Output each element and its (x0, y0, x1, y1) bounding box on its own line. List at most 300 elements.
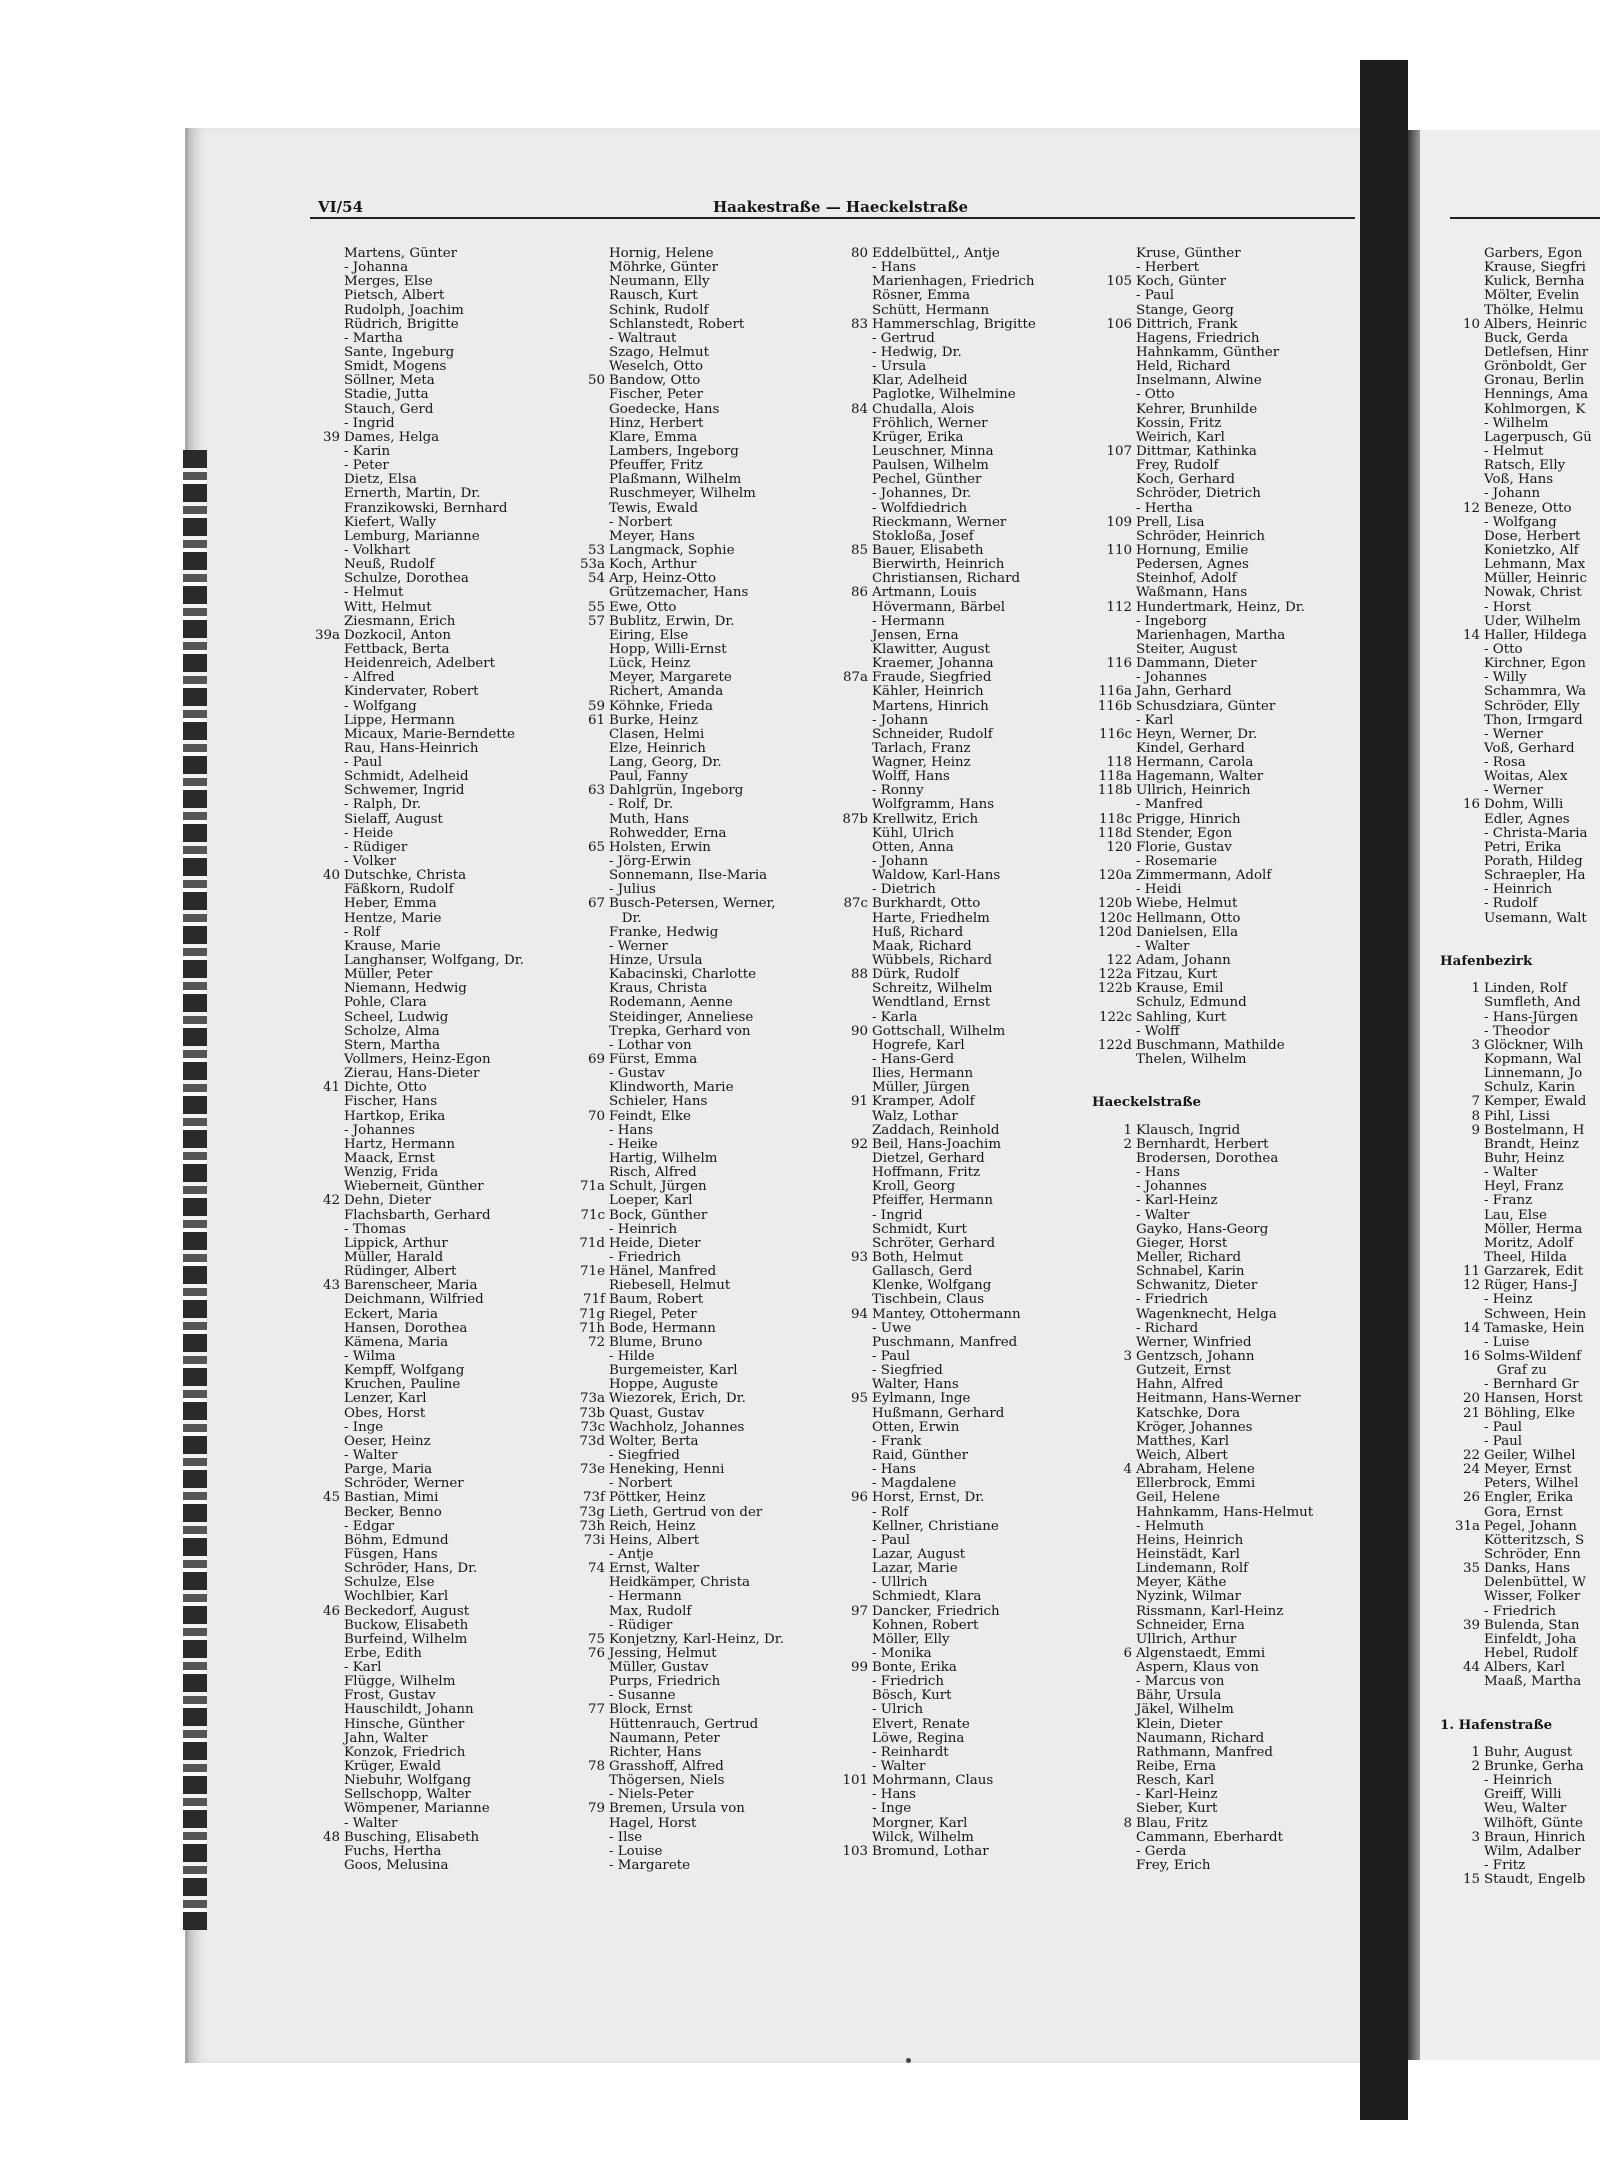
resident-name: - Gertrud (872, 330, 935, 346)
resident-name: - Heinz (1484, 1292, 1533, 1308)
resident-name: Stadie, Jutta (344, 387, 429, 403)
resident-name: Müller, Gustav (609, 1660, 709, 1676)
house-number: 92 (850, 1136, 868, 1152)
house-number: 16 (1462, 797, 1480, 813)
resident-name: Bauer, Elisabeth (872, 542, 984, 558)
resident-name: Lau, Else (1484, 1207, 1547, 1223)
resident-name: Kraemer, Johanna (872, 656, 994, 672)
house-number: 50 (587, 373, 605, 389)
resident-name: - Richard (1136, 1320, 1199, 1336)
house-number: 95 (850, 1391, 868, 1407)
resident-name: Solms-Wildenf (1484, 1348, 1582, 1364)
resident-name: Bode, Hermann (609, 1320, 716, 1336)
resident-name: Tischbein, Claus (872, 1292, 985, 1308)
resident-name: Kopmann, Wal (1484, 1052, 1582, 1068)
resident-name: Hinsche, Günther (344, 1716, 465, 1732)
resident-name: Dames, Helga (344, 429, 440, 445)
house-number: 116c (1098, 726, 1132, 742)
resident-name: Lang, Georg, Dr. (609, 755, 722, 771)
resident-name: Pietsch, Albert (344, 288, 445, 304)
resident-name: Schröder, Hans, Dr. (344, 1561, 478, 1577)
resident-name: Ernst, Walter (609, 1561, 700, 1577)
resident-name: Burkhardt, Otto (872, 896, 981, 912)
resident-name: Hartkop, Erika (344, 1108, 446, 1124)
house-number: 97 (850, 1603, 868, 1619)
resident-name: Purps, Friedrich (609, 1674, 721, 1690)
resident-name: Ullrich, Heinrich (1136, 783, 1251, 799)
resident-name: - Volkhart (344, 542, 411, 558)
resident-name: Dietz, Elsa (344, 472, 417, 488)
resident-name: - Paul (1484, 1433, 1523, 1449)
resident-name: Horst, Ernst, Dr. (872, 1490, 985, 1506)
resident-name: - Helmut (1484, 443, 1544, 459)
resident-name: Rohwedder, Erna (609, 825, 727, 841)
resident-name: Graf zu (1484, 1363, 1547, 1379)
house-number: 4 (1123, 1462, 1132, 1478)
resident-name: Holsten, Erwin (609, 839, 711, 855)
resident-name: Dittrich, Frank (1136, 316, 1238, 332)
resident-name: Max, Rudolf (609, 1603, 692, 1619)
resident-name: Christiansen, Richard (872, 571, 1021, 587)
resident-name: Wagenknecht, Helga (1136, 1306, 1277, 1322)
resident-name: - Willy (1484, 670, 1527, 686)
resident-name: Walz, Lothar (872, 1108, 958, 1124)
resident-name: - Hilde (609, 1348, 655, 1364)
resident-name: Heins, Heinrich (1136, 1532, 1244, 1548)
page-title: Haakestraße — Haeckelstraße (713, 198, 969, 216)
resident-name: - Hans-Gerd (872, 1052, 955, 1068)
resident-name: Martens, Hinrich (872, 698, 989, 714)
resident-name: - Heidi (1136, 882, 1182, 898)
resident-name: Fäßkorn, Rudolf (344, 882, 454, 898)
resident-name: Böhm, Edmund (344, 1532, 449, 1548)
resident-name: - Paul (872, 1532, 911, 1548)
resident-name: Heitmann, Hans-Werner (1136, 1391, 1301, 1407)
resident-name: Fraude, Siegfried (872, 670, 992, 686)
resident-name: Baum, Robert (609, 1292, 704, 1308)
house-number: 3 (1123, 1348, 1132, 1364)
resident-name: - Volker (344, 854, 397, 870)
resident-name: - Franz (1484, 1193, 1533, 1209)
house-number: 63 (587, 783, 605, 799)
resident-name: - Heinrich (1484, 882, 1553, 898)
house-number: 112 (1106, 599, 1132, 615)
resident-name: Möhrke, Günter (609, 260, 719, 276)
house-number: 8 (1471, 1108, 1480, 1124)
resident-name: - Ullrich (872, 1575, 928, 1591)
resident-name: Rüdinger, Albert (344, 1264, 457, 1280)
house-number: 71f (583, 1292, 605, 1308)
house-number: 122c (1098, 1009, 1132, 1025)
resident-name: Schraepler, Ha (1484, 868, 1586, 884)
resident-name: Bublitz, Erwin, Dr. (609, 613, 735, 629)
resident-name: Otten, Erwin (872, 1419, 960, 1435)
resident-name: Wachholz, Johannes (609, 1419, 745, 1435)
resident-name: Thelen, Wilhelm (1136, 1052, 1247, 1068)
resident-name: - Herbert (1136, 260, 1200, 276)
resident-name: Stange, Georg (1136, 302, 1234, 318)
resident-name: - Thomas (344, 1221, 406, 1237)
resident-name: - Johannes (1136, 670, 1207, 686)
house-number: 88 (850, 967, 868, 983)
resident-name: Pfeuffer, Fritz (609, 458, 703, 474)
resident-name: Puschmann, Manfred (872, 1334, 1018, 1350)
house-number: 91 (850, 1094, 868, 1110)
resident-name: Schlanstedt, Robert (609, 316, 745, 332)
resident-name: Kroll, Georg (872, 1179, 956, 1195)
resident-name: - Ingrid (344, 415, 395, 431)
house-number: 120c (1098, 910, 1132, 926)
house-number: 118d (1097, 825, 1132, 841)
resident-name: Inselmann, Alwine (1136, 373, 1262, 389)
resident-name: Langmack, Sophie (609, 542, 735, 558)
resident-name: - Hedwig, Dr. (872, 344, 962, 360)
resident-name: Schulz, Edmund (1136, 995, 1247, 1011)
house-number: 118a (1098, 769, 1132, 785)
resident-name: - Paul (872, 1348, 911, 1364)
resident-name: - Hermann (609, 1589, 682, 1605)
house-number: 101 (842, 1773, 868, 1789)
resident-name: - Hans-Jürgen (1484, 1009, 1578, 1025)
house-number: 73i (583, 1532, 605, 1548)
resident-name: - Martha (344, 330, 403, 346)
resident-name: Sumfleth, And (1484, 995, 1581, 1011)
resident-name: - Ulrich (872, 1702, 924, 1718)
resident-name: Algenstaedt, Emmi (1136, 1645, 1266, 1661)
resident-name: Oeser, Heinz (344, 1433, 431, 1449)
resident-name: Thon, Irmgard (1484, 712, 1583, 728)
resident-name: Heide, Dieter (609, 1235, 701, 1251)
resident-name: Lück, Heinz (609, 656, 691, 672)
resident-name: - Manfred (1136, 797, 1203, 813)
resident-name: - Edgar (344, 1518, 395, 1534)
resident-name: Wisser, Folker (1484, 1589, 1581, 1605)
house-number: 73d (579, 1433, 605, 1449)
resident-name: Krüger, Erika (872, 429, 964, 445)
resident-name: Gutzeit, Ernst (1136, 1363, 1231, 1379)
resident-name: Pohle, Clara (344, 995, 427, 1011)
resident-name: Sahling, Kurt (1136, 1009, 1227, 1025)
resident-name: Thölke, Helmu (1484, 302, 1584, 318)
resident-name: Müller, Harald (344, 1249, 444, 1265)
resident-name: Voß, Hans (1484, 472, 1554, 488)
resident-name: Hansen, Dorothea (344, 1320, 468, 1336)
resident-name: Resch, Karl (1136, 1773, 1215, 1789)
resident-name: Einfeldt, Joha (1484, 1631, 1577, 1647)
resident-name: Müller, Jürgen (872, 1080, 970, 1096)
resident-name: Elvert, Renate (872, 1716, 970, 1732)
resident-name: Rissmann, Karl-Heinz (1136, 1603, 1284, 1619)
resident-name: Zaddach, Reinhold (872, 1122, 1000, 1138)
house-number: 76 (587, 1645, 605, 1661)
book-gutter-shadow (1360, 60, 1408, 2120)
resident-name: Hellmann, Otto (1136, 910, 1241, 926)
resident-name: - Bernhard Gr (1484, 1377, 1579, 1393)
resident-name: Jäkel, Wilhelm (1136, 1702, 1234, 1718)
resident-name: Stokloßa, Josef (872, 528, 974, 544)
house-number: 71a (579, 1179, 605, 1195)
house-number: 72 (587, 1334, 605, 1350)
house-number: 107 (1106, 443, 1132, 459)
resident-name: Vollmers, Heinz-Egon (344, 1052, 491, 1068)
resident-name: Kabacinski, Charlotte (609, 967, 757, 983)
house-number: 12 (1462, 1278, 1480, 1294)
resident-name: Flachsbarth, Gerhard (344, 1207, 491, 1223)
resident-name: Block, Ernst (609, 1702, 693, 1718)
resident-name: Katschke, Dora (1136, 1405, 1241, 1421)
resident-name: Danks, Hans (1484, 1561, 1570, 1577)
resident-name: Hebel, Rudolf (1484, 1645, 1578, 1661)
resident-name: Gieger, Horst (1136, 1235, 1228, 1251)
resident-name: Frost, Gustav (344, 1688, 436, 1704)
resident-name: Beneze, Otto (1484, 500, 1572, 516)
house-number: 94 (850, 1306, 868, 1322)
resident-name: - Werner (1484, 783, 1543, 799)
house-number: 43 (322, 1278, 340, 1294)
resident-name: Kämena, Maria (344, 1334, 449, 1350)
house-number: 69 (587, 1052, 605, 1068)
resident-name: Kindervater, Robert (344, 684, 479, 700)
resident-name: Kötteritzsch, S (1484, 1532, 1585, 1548)
resident-name: Geil, Helene (1136, 1490, 1221, 1506)
resident-name: Florie, Gustav (1136, 839, 1232, 855)
resident-name: Pfeiffer, Hermann (872, 1193, 993, 1209)
house-number: 67 (587, 896, 605, 912)
resident-name: - Julius (609, 882, 656, 898)
house-number: 14 (1462, 627, 1480, 643)
house-number: 78 (587, 1759, 605, 1775)
resident-name: Hundertmark, Heinz, Dr. (1136, 599, 1305, 615)
resident-name: Hermann, Carola (1136, 755, 1254, 771)
house-number: 42 (322, 1193, 340, 1209)
resident-name: Bierwirth, Heinrich (872, 557, 1005, 573)
resident-name: - Luise (1484, 1334, 1530, 1350)
resident-name: Buckow, Elisabeth (344, 1617, 469, 1633)
resident-name: Naumann, Peter (609, 1730, 720, 1746)
resident-name: Wilck, Wilhelm (872, 1829, 974, 1845)
resident-name: Schammra, Wa (1484, 684, 1587, 700)
resident-name: - Paul (1136, 288, 1175, 304)
resident-name: Hagel, Horst (609, 1815, 697, 1831)
house-number: 71h (579, 1320, 605, 1336)
resident-name: Lagerpusch, Gü (1484, 429, 1592, 445)
resident-name: Bulenda, Stan (1484, 1617, 1580, 1633)
house-number: 10 (1462, 316, 1480, 332)
resident-name: Waßmann, Hans (1136, 585, 1248, 601)
house-number: 1 (1471, 981, 1480, 997)
resident-name: Loeper, Karl (609, 1193, 693, 1209)
house-number: 39 (322, 429, 340, 445)
resident-name: - Antje (609, 1546, 654, 1562)
resident-name: - Werner (1484, 726, 1543, 742)
resident-name: Kehrer, Brunhilde (1136, 401, 1258, 417)
resident-name: Steiter, August (1136, 641, 1238, 657)
house-number: 73e (580, 1462, 605, 1478)
house-number: 109 (1106, 514, 1132, 530)
resident-name: - Siegfried (609, 1447, 680, 1463)
house-number: 116 (1106, 656, 1132, 672)
resident-name: - Otto (1136, 387, 1175, 403)
header-rule (310, 217, 1355, 219)
house-number: 120a (1098, 868, 1132, 884)
resident-name: Blau, Fritz (1136, 1815, 1208, 1831)
resident-name: Dahlgrün, Ingeborg (609, 783, 744, 799)
resident-name: Köhnke, Frieda (609, 698, 713, 714)
resident-name: Wieberneit, Günther (344, 1179, 484, 1195)
resident-name: Ratsch, Elly (1484, 458, 1566, 474)
house-number: 11 (1462, 1264, 1480, 1280)
house-number: 71e (580, 1264, 605, 1280)
resident-name: Lazar, Marie (872, 1561, 958, 1577)
resident-name: Paulsen, Wilhelm (872, 458, 989, 474)
house-number: 24 (1462, 1462, 1480, 1478)
resident-name: Lieth, Gertrud von der (609, 1504, 763, 1520)
resident-name: Held, Richard (1136, 359, 1231, 375)
resident-name: Kulick, Bernha (1484, 274, 1585, 290)
house-number: 73h (579, 1518, 605, 1534)
resident-name: Schröder, Elly (1484, 698, 1580, 714)
resident-name: Mantey, Ottohermann (872, 1306, 1021, 1322)
page-dot (906, 2058, 911, 2063)
resident-name: - Inge (344, 1419, 384, 1435)
resident-name: - Helmuth (1136, 1518, 1204, 1534)
resident-name: Pihl, Lissi (1484, 1108, 1550, 1124)
resident-name: Mölter, Evelin (1484, 288, 1580, 304)
resident-name: - Wolff (1136, 1023, 1180, 1039)
resident-name: Bostelmann, H (1484, 1122, 1585, 1138)
resident-name: Müller, Peter (344, 967, 433, 983)
resident-name: Beil, Hans-Joachim (872, 1136, 1002, 1152)
resident-name: Becker, Benno (344, 1504, 442, 1520)
resident-name: Gronau, Berlin (1484, 373, 1585, 389)
resident-name: Gentzsch, Johann (1136, 1348, 1255, 1364)
house-number: 120b (1097, 896, 1132, 912)
house-number: 90 (850, 1023, 868, 1039)
house-number: 48 (322, 1829, 340, 1845)
resident-name: Woitas, Alex (1484, 769, 1568, 785)
house-number: 73b (579, 1405, 605, 1421)
resident-name: Gottschall, Wilhelm (872, 1023, 1006, 1039)
resident-name: Richert, Amanda (609, 684, 724, 700)
house-number: 103 (842, 1843, 868, 1859)
resident-name: Burfeind, Wilhelm (344, 1631, 468, 1647)
house-number: 15 (1462, 1872, 1480, 1888)
house-number: 12 (1462, 500, 1480, 516)
resident-name: - Walter (344, 1447, 398, 1463)
resident-name: - Reinhardt (872, 1744, 949, 1760)
resident-name: Erbe, Edith (344, 1645, 422, 1661)
resident-name: Schween, Hein (1484, 1306, 1587, 1322)
resident-name: - Heike (609, 1136, 658, 1152)
resident-name: Eddelbüttel,, Antje (872, 246, 1000, 261)
house-number: 106 (1106, 316, 1132, 332)
resident-name: Dancker, Friedrich (872, 1603, 1000, 1619)
resident-name: Möller, Herma (1484, 1221, 1583, 1237)
resident-name: Jahn, Walter (344, 1730, 428, 1746)
resident-name: Schusdziara, Günter (1136, 698, 1276, 714)
resident-name: Reibe, Erna (1136, 1759, 1217, 1775)
resident-name: Hornung, Emilie (1136, 542, 1249, 558)
resident-name: Klausch, Ingrid (1136, 1122, 1241, 1138)
house-number: 120 (1106, 839, 1132, 855)
house-number: 122d (1097, 1037, 1132, 1053)
resident-name: Linden, Rolf (1484, 981, 1567, 997)
resident-name: Theel, Hilda (1484, 1249, 1567, 1265)
resident-name: Nowak, Christ (1484, 585, 1582, 601)
resident-name: Kühl, Ulrich (872, 825, 955, 841)
resident-name: Hentze, Marie (344, 910, 442, 926)
house-number: 2 (1471, 1759, 1480, 1775)
house-number: 7 (1471, 1094, 1480, 1110)
house-number: 2 (1123, 1136, 1132, 1152)
resident-name: Lippick, Arthur (344, 1235, 448, 1251)
resident-name: Parge, Maria (344, 1462, 433, 1478)
house-number: 70 (587, 1108, 605, 1124)
resident-name: Paglotke, Wilhelmine (872, 387, 1016, 403)
resident-name: Linnemann, Jo (1484, 1066, 1583, 1082)
resident-name: Paul, Fanny (609, 769, 688, 785)
house-number: 57 (587, 613, 605, 629)
resident-name: - Johanna (344, 260, 409, 276)
resident-name: Flügge, Wilhelm (344, 1674, 456, 1690)
resident-name: Wolter, Berta (609, 1433, 699, 1449)
house-number: 99 (850, 1660, 868, 1676)
resident-name: Neuß, Rudolf (344, 557, 435, 573)
resident-name: Lenzer, Karl (344, 1391, 427, 1407)
house-number: 53a (579, 557, 605, 573)
resident-name: Kramper, Adolf (872, 1094, 975, 1110)
resident-name: Uder, Wilhelm (1484, 613, 1581, 629)
house-number: 74 (587, 1561, 605, 1577)
resident-name: - Ursula (872, 359, 927, 375)
resident-name: Wochlbier, Karl (344, 1589, 449, 1605)
resident-name: Porath, Hildeg (1484, 854, 1583, 870)
resident-name: Lippe, Hermann (344, 712, 455, 728)
house-number: 80 (850, 246, 868, 261)
resident-name: - Wilma (344, 1348, 396, 1364)
resident-name: Niebuhr, Wolfgang (344, 1773, 472, 1789)
resident-name: Beckedorf, August (344, 1603, 470, 1619)
resident-name: Schröter, Gerhard (872, 1235, 996, 1251)
resident-name: - Fritz (1484, 1858, 1526, 1874)
resident-name: Hagens, Friedrich (1136, 330, 1260, 346)
house-number: 73a (579, 1391, 605, 1407)
resident-name: - Margarete (609, 1858, 691, 1874)
house-number: 116b (1097, 698, 1132, 714)
resident-name: Lambers, Ingeborg (609, 443, 739, 459)
resident-name: - Hans (872, 260, 916, 276)
resident-name: Bonte, Erika (872, 1660, 957, 1676)
resident-name: Buhr, August (1484, 1744, 1573, 1760)
resident-name: - Paul (344, 755, 383, 771)
house-number: 6 (1123, 1645, 1132, 1661)
resident-name: Krause, Siegfri (1484, 260, 1586, 276)
resident-name: - Jörg-Erwin (609, 854, 692, 870)
resident-name: - Marcus von (1136, 1674, 1225, 1690)
resident-name: Kiefert, Wally (344, 514, 437, 530)
resident-name: Lazar, August (872, 1546, 966, 1562)
resident-name: Hornig, Helene (609, 246, 714, 261)
resident-name: - Walter (1136, 938, 1190, 954)
resident-name: - Theodor (1484, 1023, 1550, 1039)
house-number: 105 (1106, 274, 1132, 290)
house-number: 1 (1123, 1122, 1132, 1138)
resident-name: - Ingrid (872, 1207, 923, 1223)
resident-name: Lemburg, Marianne (344, 528, 480, 544)
resident-name: Grönboldt, Ger (1484, 359, 1587, 375)
house-number: 73f (583, 1490, 605, 1506)
resident-name: Eylmann, Inge (872, 1391, 971, 1407)
